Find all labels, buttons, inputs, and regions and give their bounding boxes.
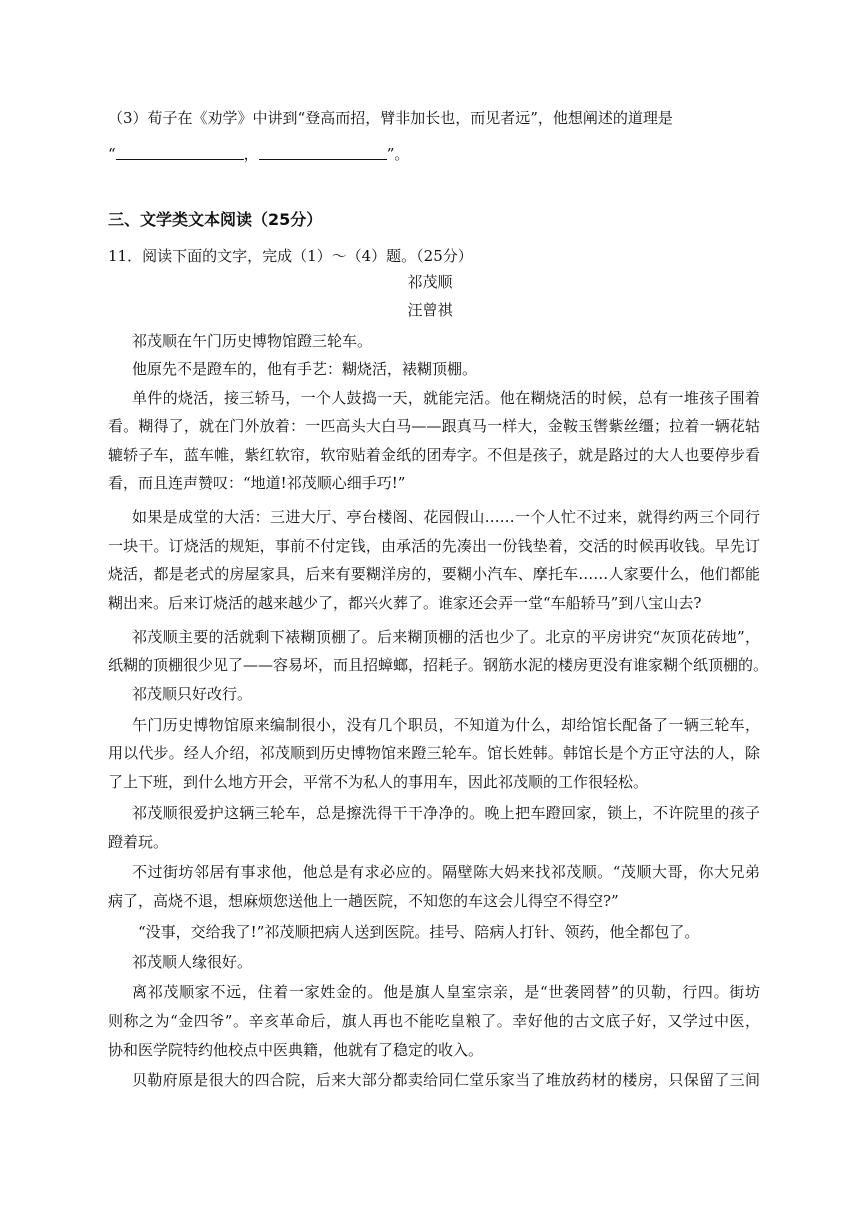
paragraph-line: 烧活，都是老式的房屋家具，后来有要糊洋房的，要糊小汽车、摩托车……人家要什么，他们都能 [108,565,760,583]
article-title: 祁茂顺 [407,273,453,291]
paragraph-line: 单件的烧活，接三轿马，一个人鼓捣一天，就能完活。他在糊烧活的时候，总有一堆孩子围着 [132,389,760,407]
paragraph-line: 糊出来。后来订烧活的越来越少了，都兴火葬了。谁家还会弄一堂“车船轿马”到八宝山去? [108,594,702,612]
article-author: 汪曾祺 [407,301,453,319]
paragraph-line: 祁茂顺在午门历史博物馆蹬三轮车。 [132,332,373,350]
paragraph-line: 他原先不是蹬车的，他有手艺：糊烧活，裱糊顶棚。 [132,360,478,378]
paragraph-line: 则称之为“金四爷”。辛亥革命后，旗人再也不能吃皇粮了。幸好他的古文底子好，又学过中医， [108,1012,760,1030]
section-heading: 三、文学类文本阅读（25分） [108,210,323,229]
paragraph-line: 午门历史博物馆原来编制很小，没有几个职员，不知道为什么，却给馆长配备了一辆三轮车， [132,716,760,734]
answer-blank-2[interactable] [259,145,387,160]
paragraph-line: 辘轿子车，蓝车帷，紫红软帘，软帘贴着金纸的团寿字。不但是孩子，就是路过的大人也要停步看 [108,446,760,464]
paragraph-line: 协和医学院特约他校点中医典籍，他就有了稳定的收入。 [108,1041,484,1059]
paragraph-line: 贝勒府原是很大的四合院，后来大部分都卖给同仁堂乐家当了堆放药材的楼房，只保留了三间 [132,1071,760,1089]
blank-separator: ， [243,145,259,163]
paragraph-line: 纸糊的顶棚很少见了——容易坏，而且招蟑螂，招耗子。钢筋水泥的楼房更没有谁家糊个纸顶棚的。 [108,656,769,674]
open-quote: “ [108,145,116,163]
paragraph-line: 看。糊得了，就在门外放着：一匹高头大白马——跟真马一样大，金鞍玉辔紫丝缰；拉着一辆花轱 [108,417,760,435]
paragraph-line: 祁茂顺主要的活就剩下裱糊顶棚了。后来糊顶棚的活也少了。北京的平房讲究“灰顶花砖地”， [132,628,760,646]
paragraph-line: 看，而且连声赞叹：“地道!祁茂顺心细手巧!” [108,474,406,492]
q3-line-1: （3）荀子在《劝学》中讲到“登高而招，臂非加长也，而见者远”，他想阐述的道理是 [108,109,673,127]
close-quote: ”。 [386,145,410,163]
paragraph-line: “没事，交给我了!”祁茂顺把病人送到医院。挂号、陪病人打针、领药，他全都包了。 [138,923,700,941]
paragraph-line: 祁茂顺只好改行。 [132,685,253,703]
paragraph-line: 祁茂顺很爱护这辆三轮车，总是擦洗得干干净净的。晚上把车蹬回家，锁上，不许院里的孩子 [132,804,760,822]
answer-blank-1[interactable] [116,145,244,160]
paragraph-line: 蹬着玩。 [108,833,169,851]
paragraph-line: 祁茂顺人缘很好。 [132,953,253,971]
paragraph-line: 一块干。订烧活的规矩，事前不付定钱，由承活的先凑出一份钱垫着，交活的时候再收钱。早先订 [108,537,760,555]
paragraph-line: 病了，高烧不退，想麻烦您送他上一趟医院，不知您的车这会儿得空不得空?” [108,892,619,910]
paragraph-line: 如果是成堂的大活：三进大厅、亭台楼阁、花园假山……一个人忙不过来，就得约两三个同行 [132,508,760,526]
paragraph-line: 不过街坊邻居有事求他，他总是有求必应的。隔壁陈大妈来找祁茂顺。“茂顺大哥，你大兄弟 [132,863,760,881]
paragraph-line: 离祁茂顺家不远，住着一家姓金的。他是旗人皇室宗亲，是“世袭罔替”的贝勒，行四。街坊 [132,983,760,1001]
paragraph-line: 了上下班，到什么地方开会，平常不为私人的事用车，因此祁茂顺的工作很轻松。 [108,773,649,791]
question-prompt: 11．阅读下面的文字，完成（1）～（4）题。（25分） [108,247,473,265]
q3-line-2 [108,144,760,164]
paragraph-line: 用以代步。经人介绍，祁茂顺到历史博物馆来蹬三轮车。馆长姓韩。韩馆长是个方正守法的人，除 [108,744,760,762]
